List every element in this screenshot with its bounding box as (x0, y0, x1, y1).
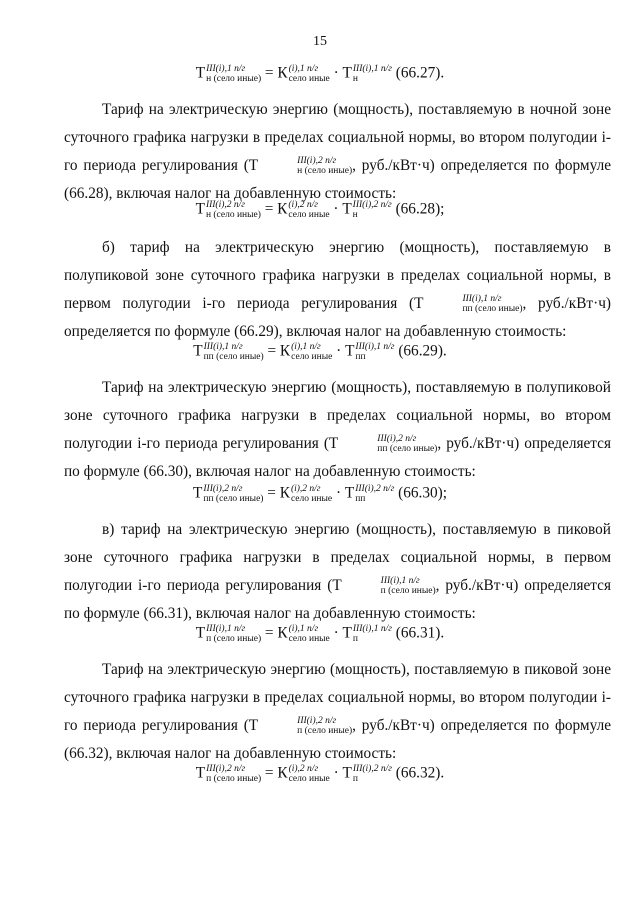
page-number: 15 (313, 34, 327, 49)
formula-66-28: Т III(i),2 п/г н (село иные) = К (i),2 п/г село иные · Т III(i),2 п/г н (66.28); (195, 200, 445, 220)
paragraph-66-28: Тариф на электрическую энергию (мощность), поставляемую в ночной зоне суточного графика нагрузки в пределах социальной нормы, во втором полугодии i-го периода регулирования (Т III(i),2 п/г н (село иные) , руб./кВт·ч) определяется по формуле (66.28), включая налог на добавленную стоимость: (64, 101, 611, 202)
paragraph-66-29: б) тариф на электрическую энергию (мощность), поставляемую в полупиковой зоне суточного графика нагрузки в пределах социальной нормы, в первом полугодии i-го периода регулирования (Т III(i),1 п/г пп (село иные) , руб./кВт·ч) определяется по формуле (66.29), включая налог на добавленную стоимость: (64, 239, 611, 340)
formula-66-29: Т III(i),1 п/г пп (село иные) = К (i),1 п/г село иные · Т III(i),1 п/г пп (66.29). (193, 342, 447, 362)
formula-66-30: Т III(i),2 п/г пп (село иные) = К (i),2 п/г село иные · Т III(i),2 п/г пп (66.30); (193, 484, 447, 504)
formula-66-27: Т III(i),1 п/г н (село иные) = К (i),1 п/г село иные · Т III(i),1 п/г н (66.27). (195, 64, 445, 84)
formula-66-31: Т III(i),1 п/г п (село иные) = К (i),1 п/г село иные · Т III(i),1 п/г п (66.31). (195, 624, 445, 644)
paragraph-66-30: Тариф на электрическую энергию (мощность), поставляемую в полупиковой зоне суточного графика нагрузки в пределах социальной нормы, во втором полугодии i-го периода регулирования (Т III(i),2 п/г пп (село иные) , руб./кВт·ч) определяется по формуле (66.30), включая налог на добавленную стоимость: (64, 379, 611, 480)
paragraph-66-31: в) тариф на электрическую энергию (мощность), поставляемую в пиковой зоне суточного графика нагрузки в пределах социальной нормы, в первом полугодии i-го периода регулирования (Т III(i),1 п/г п (село иные) , руб./кВт·ч) определяется по формуле (66.31), включая налог на добавленную стоимость: (64, 521, 611, 622)
paragraph-66-32: Тариф на электрическую энергию (мощность), поставляемую в пиковой зоне суточного графика нагрузки в пределах социальной нормы, во втором полугодии i-го периода регулирования (Т III(i),2 п/г п (село иные) , руб./кВт·ч) определяется по формуле (66.32), включая налог на добавленную стоимость: (64, 661, 611, 762)
formula-66-32: Т III(i),2 п/г п (село иные) = К (i),2 п/г село иные · Т III(i),2 п/г п (66.32). (195, 764, 445, 784)
